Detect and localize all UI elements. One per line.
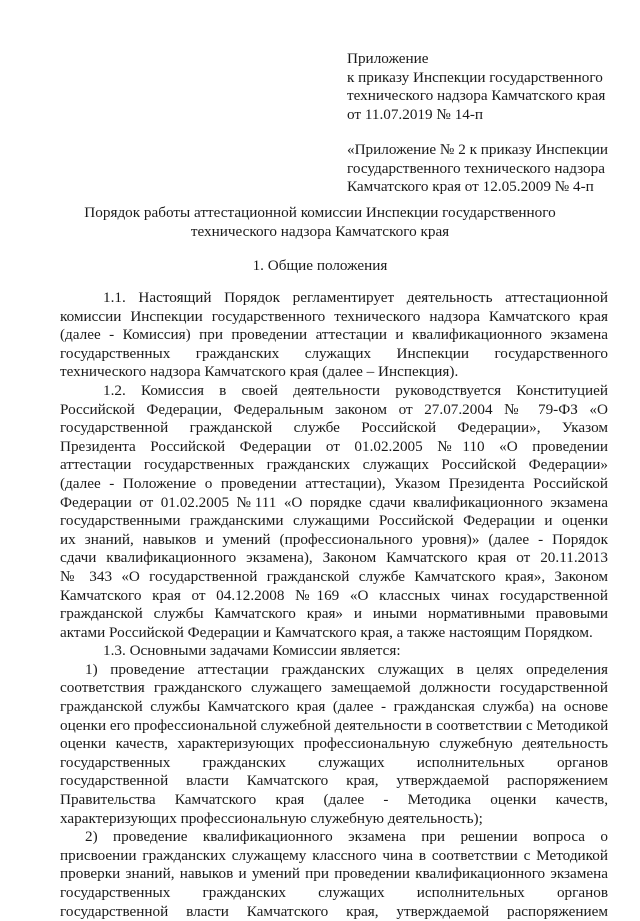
paragraph-line: (далее - Положение о проведении аттестации), Указом Президента Российской: [60, 474, 608, 492]
paragraph-line: присвоении гражданских служащему классного чина в соответствии с Методикой: [60, 846, 608, 864]
paragraph-line: 1) проведение аттестации гражданских служащих в целях определения: [85, 660, 608, 678]
paragraph-line: Российской Федерации, Федеральным законом от 27.07.2004 № 79-ФЗ «О: [60, 400, 608, 418]
paragraph-line: характеризующих профессиональную служебную деятельность);: [60, 809, 483, 827]
paragraph-line: 1.3. Основными задачами Комиссии является:: [103, 642, 401, 660]
paragraph-line: оценки качеств, характеризующих профессиональную служебную деятельность: [60, 735, 608, 753]
paragraph: [60, 642, 608, 661]
document-title-line: технического надзора Камчатского края: [190, 222, 450, 240]
section-title: 1. Общие положения: [252, 257, 388, 274]
paragraph-line: гражданской службы Камчатского края» и иными нормативными правовыми: [60, 605, 608, 623]
paragraph-line: сдачи квалификационного экзамена), Законом Камчатского края от 20.11.2013: [60, 549, 608, 567]
paragraph-line: комиссии Инспекции государственного технического надзора Камчатского края: [60, 307, 608, 325]
appendix-header: [347, 50, 622, 124]
paragraph-line: государственных гражданских служащих исполнительных органов: [60, 753, 608, 771]
appendix-line: к приказу Инспекции государственного: [347, 68, 603, 86]
paragraph-line: государственной гражданской службе Российской Федерации», Указом: [60, 419, 608, 437]
paragraph: [60, 289, 608, 382]
paragraph-line: государственных гражданских служащих Инспекции государственного: [60, 344, 608, 362]
paragraph: [60, 661, 608, 828]
paragraph-line: оценки его профессиональной служебной деятельности в соответствии с Методикой: [60, 716, 609, 734]
paragraph-line: соответствия гражданского служащего замещаемой должности государственной: [60, 679, 608, 697]
paragraph-line: гражданской службы Камчатского края (далее - гражданская служба) на основе: [60, 698, 608, 716]
paragraph-line: государственной власти Камчатского края, утверждаемой распоряжением: [60, 772, 608, 790]
quoted-appendix-line: Камчатского края от 12.05.2009 № 4-п: [347, 178, 594, 196]
appendix-line: технического надзора Камчатского края: [347, 87, 606, 105]
paragraph: [60, 828, 608, 921]
quoted-appendix-line: «Приложение № 2 к приказу Инспекции: [347, 141, 609, 158]
document-title: [60, 204, 580, 241]
paragraph-line: 2) проведение квалификационного экзамена при решении вопроса о: [85, 828, 608, 846]
paragraph-line: их знаний, навыков и умений (профессионального уровня)» (далее - Порядок: [60, 530, 608, 548]
paragraph-line: Камчатского края от 04.12.2008 №169 «О классных чинах государственной: [60, 586, 608, 604]
paragraph-line: аттестации государственных гражданских служащих Российской Федерации»: [60, 456, 608, 474]
document-title-line: Порядок работы аттестационной комиссии Инспекции государственного: [84, 204, 556, 221]
paragraph-line: государственной власти Камчатского края, утверждаемой распоряжением: [60, 902, 608, 920]
paragraph-line: Правительства Камчатского края (далее - Методика оценки качеств,: [60, 791, 608, 809]
appendix-line: Приложение: [347, 50, 429, 67]
paragraph-line: 1.1. Настоящий Порядок регламентирует деятельность аттестационной: [103, 289, 608, 306]
quoted-appendix-line: государственного технического надзора: [347, 159, 605, 177]
paragraph-line: Федерации от 01.02.2005 №111 «О порядке сдачи квалификационного экзамена: [60, 493, 608, 511]
paragraph-line: государственных гражданских служащих исполнительных органов: [60, 884, 608, 901]
paragraph-line: 1.2. Комиссия в своей деятельности руководствуется Конституцией: [103, 381, 608, 399]
paragraph-line: актами Российской Федерации и Камчатского края, а также настоящим Порядком.: [60, 623, 593, 641]
appendix-line: от 11.07.2019 № 14-п: [347, 105, 484, 123]
paragraph-line: технического надзора Камчатского края (далее – Инспекция).: [60, 363, 459, 381]
document-body: [60, 289, 608, 921]
paragraph-line: государственными гражданскими служащими Российской Федерации и оценки: [60, 512, 608, 530]
paragraph-line: № 343 «О государственной гражданской службе Камчатского края», Законом: [60, 567, 608, 585]
paragraph-line: проверки знаний, навыков и умений при проведении квалификационного экзамена: [60, 865, 608, 883]
quoted-appendix-header: [347, 141, 622, 197]
paragraph-line: (далее - Комиссия) при проведении аттестации и квалификационного экзамена: [60, 326, 608, 344]
paragraph-line: Президента Российской Федерации от 01.02.2005 №110 «О проведении: [60, 437, 608, 455]
paragraph: [60, 382, 608, 642]
